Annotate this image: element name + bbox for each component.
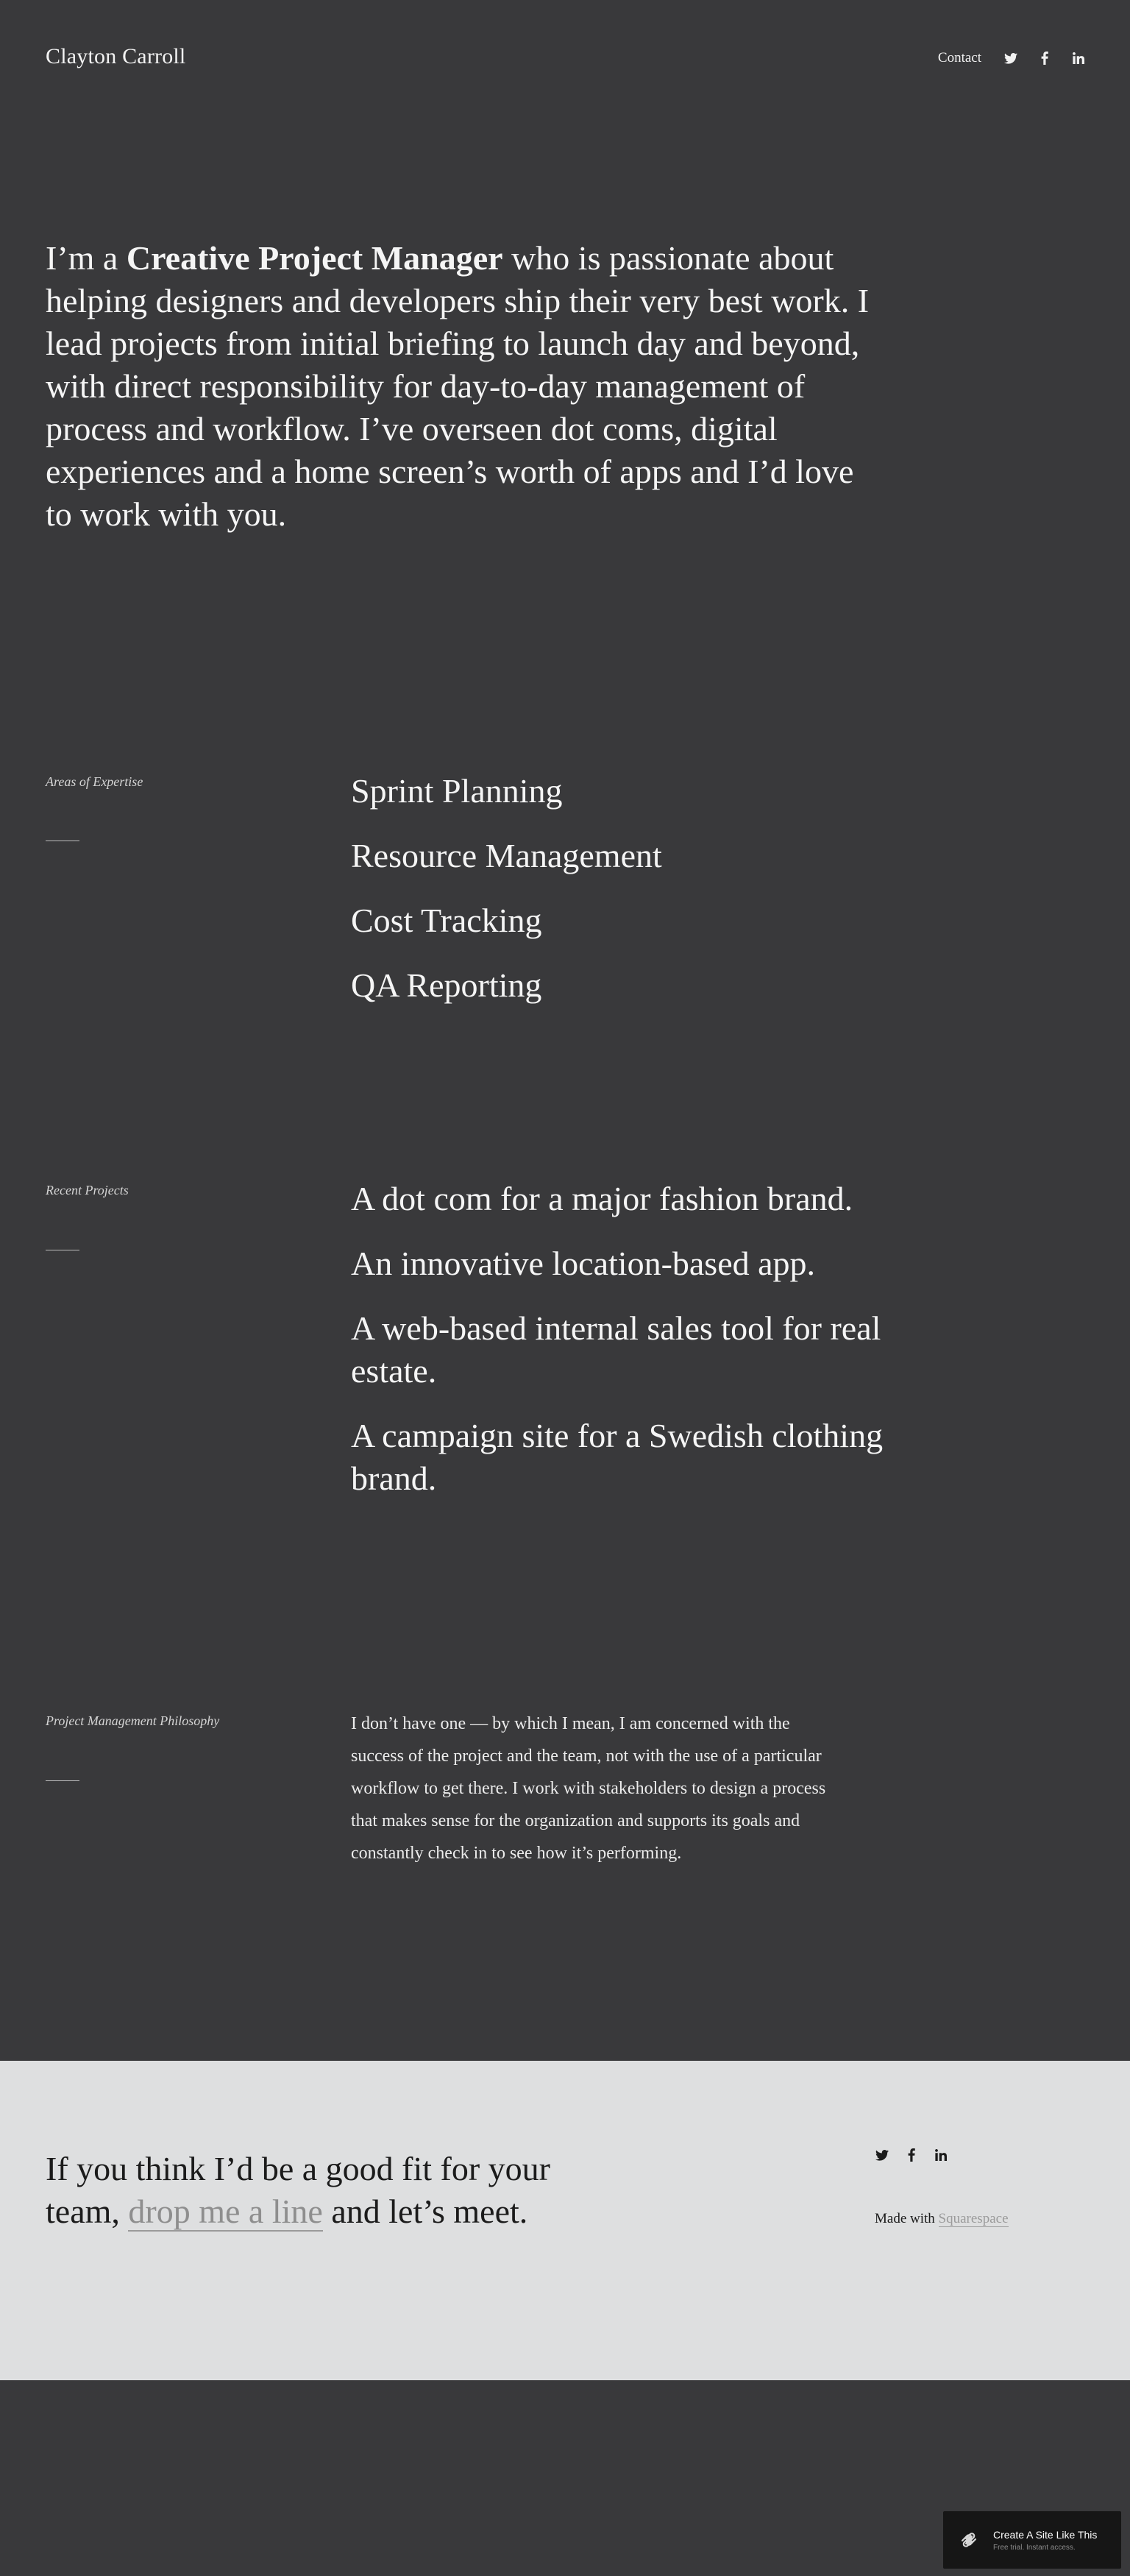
twitter-icon[interactable] [875,2148,889,2162]
project-item: A campaign site for a Swedish clothing brand. [351,1417,884,1497]
projects-list [351,1178,910,1522]
linkedin-icon[interactable] [934,2148,948,2162]
footer [0,2061,1130,2380]
header-nav [938,50,1086,66]
philosophy-text: I don’t have one — by which I mean, I am concerned with the success of the project and the team, not with the use of a particular workflow to get there. I work with stakeholders to design a process that makes sense for the organization and supports its goals and constantly check in to see how it’s performing. [351,1714,826,1863]
site-title[interactable]: Clayton Carroll [46,44,186,68]
twitter-icon[interactable] [1003,51,1018,66]
footer-social-icons [875,2148,948,2162]
linkedin-icon[interactable] [1071,51,1086,66]
projects-label: Recent Projects [46,1183,129,1197]
intro-prefix: I’m a [46,239,127,277]
expertise-label: Areas of Expertise [46,774,143,789]
project-item: A dot com for a major fashion brand. [351,1180,853,1217]
intro-rest: who is passionate about helping designers and developers ship their very best work. I lead projects from initial briefing to launch day and beyond, with direct responsibility for day-to-day management of process and workflow. I’ve overseen dot coms, digital experiences and a home screen’s worth of apps and I’d love to work with you. [46,239,870,533]
badge-subtitle: Free trial. Instant access. [993,2543,1076,2552]
badge-title: Create A Site Like This [993,2528,1098,2541]
expertise-list [351,770,910,1029]
made-with-prefix: Made with [875,2211,939,2226]
cta-after: and let’s meet. [322,2193,528,2230]
nav-contact-link[interactable]: Contact [937,50,981,66]
intro-statement [46,237,884,536]
project-item: A web-based internal sales tool for real estate. [351,1309,881,1390]
drop-me-a-line-link[interactable]: drop me a line [128,2193,323,2230]
expertise-item: Sprint Planning [351,772,563,810]
create-site-badge[interactable] [943,2511,1121,2569]
squarespace-logo-icon [958,2529,980,2551]
made-with-text [875,2211,1009,2227]
intro-role: Creative Project Manager [126,239,503,277]
expertise-item: Cost Tracking [351,902,542,939]
cta-before: If you think I’d be a good fit for your team, [46,2150,551,2230]
badge-text [993,2529,1097,2552]
project-item: An innovative location-based app. [351,1245,816,1282]
facebook-icon[interactable] [904,2148,919,2162]
expertise-item: QA Reporting [351,966,542,1004]
squarespace-link[interactable]: Squarespace [938,2211,1009,2226]
philosophy-label: Project Management Philosophy [46,1713,220,1728]
footer-cta [46,2148,605,2233]
philosophy-divider [46,1780,79,1781]
facebook-icon[interactable] [1037,51,1052,66]
expertise-item: Resource Management [351,837,662,874]
